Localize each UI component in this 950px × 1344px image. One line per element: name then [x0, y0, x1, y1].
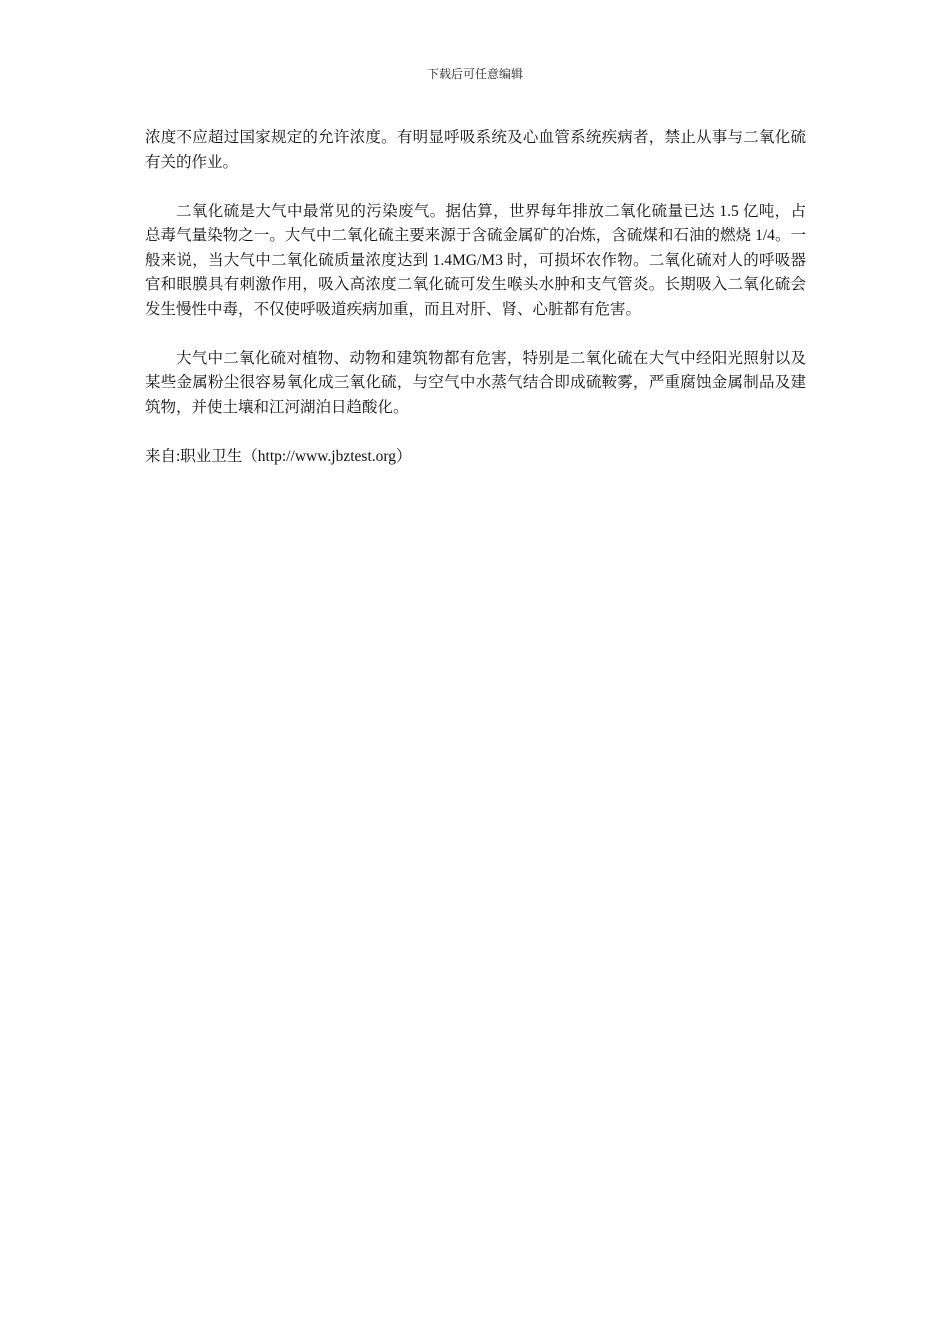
paragraph-so2-pollution: 二氧化硫是大气中最常见的污染废气。据估算，世界每年排放二氧化硫量已达 1.5 亿吨，占总毒气量染物之一。大气中二氧化硫主要来源于含硫金属矿的冶炼，含硫煤和石油的燃烧 1/4。一般来说，当大气中二氧化硫质量浓度达到 1.4MG/M3 时，可损坏农作物。二氧化硫对人的呼吸器官和眼膜具有刺激作用，吸入高浓度二氧化硫可发生喉头水肿和支气管炎。长期吸入二氧化硫会发生慢性中毒，不仅使呼吸道疾病加重，而且对肝、肾、心脏都有危害。: [145, 202, 806, 318]
paragraph-continuation: 浓度不应超过国家规定的允许浓度。有明显呼吸系统及心血管系统疾病者，禁止从事与二氧化硫有关的作业。: [145, 129, 806, 171]
page-header: 下载后可任意编辑: [426, 67, 523, 81]
source-line: 来自:职业卫生（http://www.jbztest.org）: [145, 447, 412, 465]
document-body: [145, 126, 806, 494]
paragraph-so2-damage: 大气中二氧化硫对植物、动物和建筑物都有危害，特别是二氧化硫在大气中经阳光照射以及某些金属粉尘很容易氧化成三氧化硫，与空气中水蒸气结合即成硫鞍雾，严重腐蚀金属制品及建筑物，并使土壤和江河湖泊日趋酸化。: [145, 349, 806, 416]
